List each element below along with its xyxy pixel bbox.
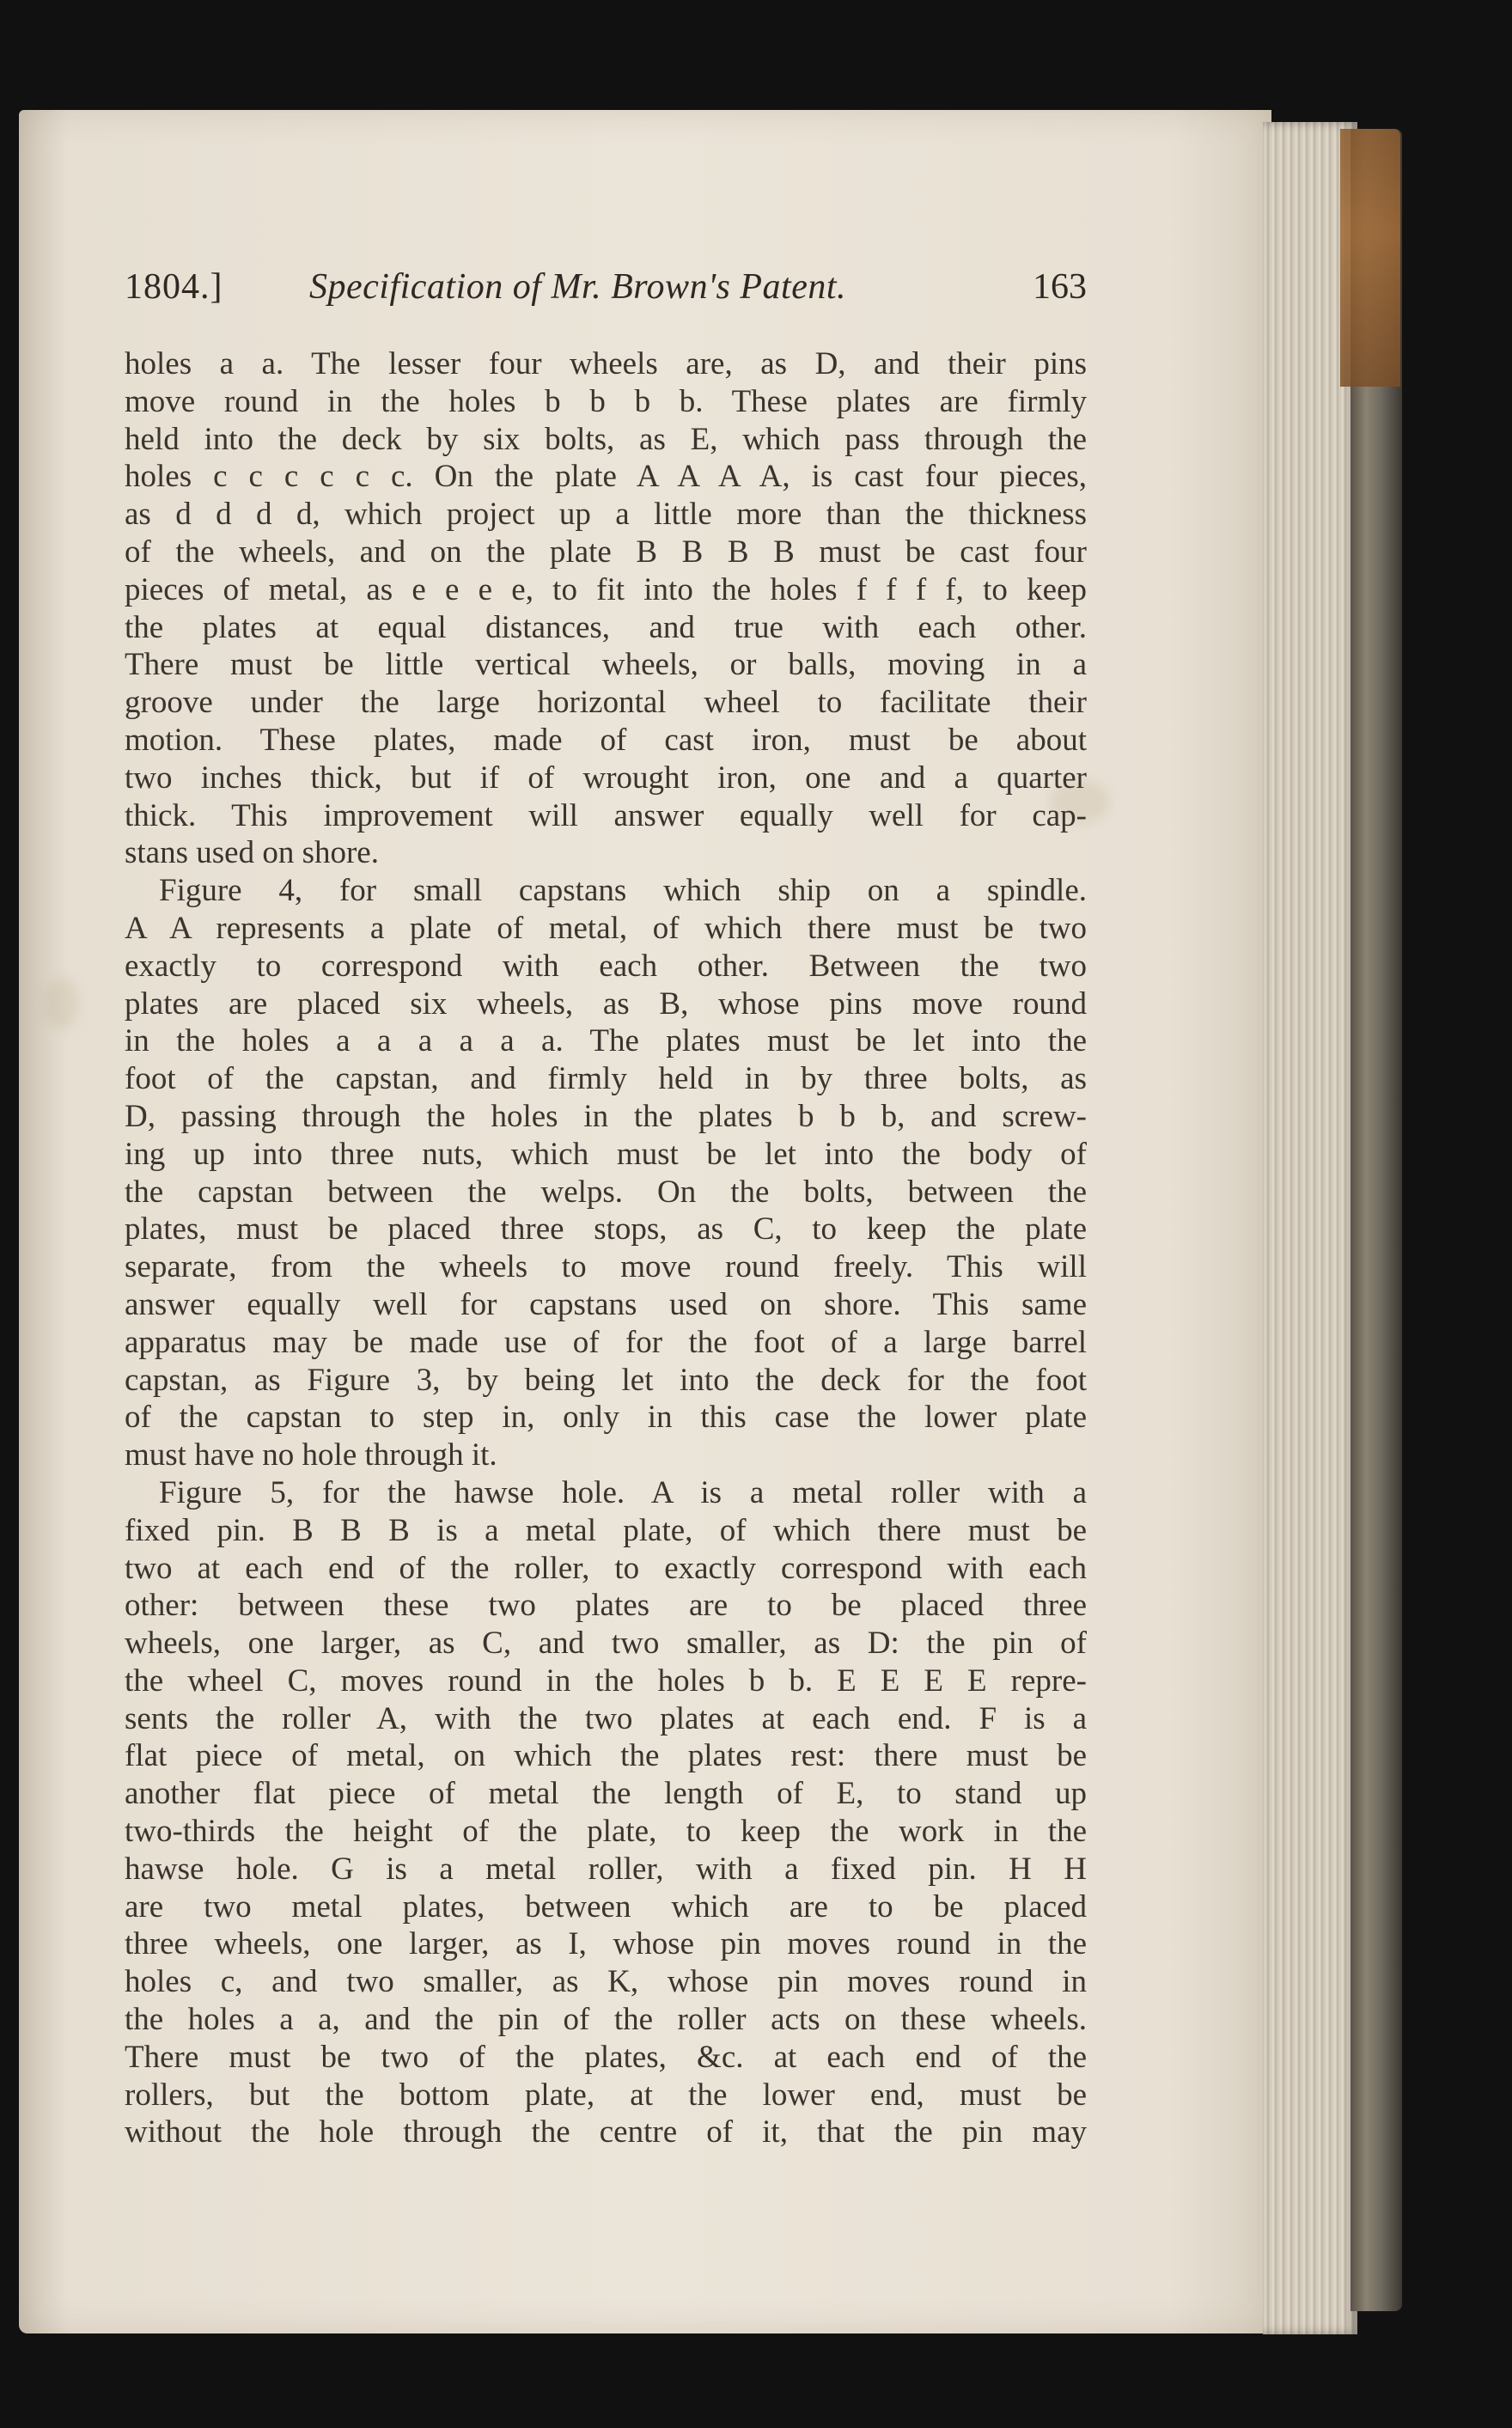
text-line: of the wheels, and on the plate B B B B must be cast four — [125, 534, 1087, 570]
page-number: 163 — [1033, 267, 1087, 307]
text-line: There must be little vertical wheels, or balls, moving in a — [125, 647, 1087, 683]
running-head — [125, 266, 1087, 318]
book-cover-wear — [1340, 129, 1400, 387]
text-line: the capstan between the welps. On the bolts, between the — [125, 1174, 1087, 1210]
text-line: other: between these two plates are to be placed three — [125, 1588, 1087, 1624]
text-line: in the holes a a a a a a. The plates must be let into the — [125, 1023, 1087, 1059]
text-line: ing up into three nuts, which must be let into the body of — [125, 1136, 1087, 1172]
text-line: are two metal plates, between which are to be placed — [125, 1888, 1087, 1925]
text-line: answer equally well for capstans used on shore. This same — [125, 1286, 1087, 1322]
paper-stain — [45, 978, 79, 1029]
text-line: the holes a a, and the pin of the roller acts on these wheels. — [125, 2002, 1087, 2038]
text-line: move round in the holes b b b b. These plates are firmly — [125, 383, 1087, 419]
text-line: of the capstan to step in, only in this case the lower plate — [125, 1400, 1087, 1436]
text-line: motion. These plates, made of cast iron, must be about — [125, 722, 1087, 758]
text-line: the wheel C, moves round in the holes b b. E E E E repre- — [125, 1662, 1087, 1699]
text-line: two at each end of the roller, to exactly correspond with each — [125, 1550, 1087, 1586]
text-line: sents the roller A, with the two plates at each end. F is a — [125, 1700, 1087, 1736]
text-line: two inches thick, but if of wrought iron, one and a quarter — [125, 760, 1087, 796]
running-head-year: 1804.] — [125, 267, 223, 307]
text-line: capstan, as Figure 3, by being let into the deck for the foot — [125, 1362, 1087, 1398]
text-line: Figure 4, for small capstans which ship on a spindle. — [159, 873, 1087, 909]
text-line: fixed pin. B B B is a metal plate, of which there must be — [125, 1512, 1087, 1548]
text-line: flat piece of metal, on which the plates rest: there must be — [125, 1738, 1087, 1774]
text-line: two-thirds the height of the plate, to keep the work in the — [125, 1814, 1087, 1850]
text-line: separate, from the wheels to move round freely. This will — [125, 1249, 1087, 1285]
text-line: groove under the large horizontal wheel to facilitate their — [125, 685, 1087, 721]
text-line: foot of the capstan, and firmly held in by three bolts, as — [125, 1061, 1087, 1097]
text-line: holes c, and two smaller, as K, whose pin moves round in — [125, 1964, 1087, 2000]
text-line: There must be two of the plates, &c. at each end of the — [125, 2039, 1087, 2075]
page-block-edge — [1263, 122, 1357, 2334]
running-head-title: Specification of Mr. Brown's Patent. — [309, 267, 847, 307]
text-line: another flat piece of metal the length of E, to stand up — [125, 1776, 1087, 1812]
text-line: without the hole through the centre of it, that the pin may — [125, 2114, 1087, 2150]
text-line: wheels, one larger, as C, and two smaller, as D: the pin of — [125, 1626, 1087, 1662]
text-line: Figure 5, for the hawse hole. A is a metal roller with a — [159, 1474, 1087, 1510]
text-line: exactly to correspond with each other. Between the two — [125, 948, 1087, 984]
body-text — [125, 345, 1087, 2151]
text-line: holes c c c c c c. On the plate A A A A, is cast four pieces, — [125, 459, 1087, 495]
text-line: stans used on shore. — [125, 835, 379, 871]
text-line: thick. This improvement will answer equally well for cap- — [125, 797, 1087, 833]
text-line: A A represents a plate of metal, of which there must be two — [125, 910, 1087, 946]
text-line: plates are placed six wheels, as B, whose pins move round — [125, 985, 1087, 1022]
text-line: must have no hole through it. — [125, 1437, 497, 1473]
text-line: apparatus may be made use of for the foot of a large barrel — [125, 1324, 1087, 1360]
text-line: holes a a. The lesser four wheels are, as D, and their pins — [125, 346, 1087, 381]
book-cover-edge — [1350, 129, 1402, 2311]
text-line: plates, must be placed three stops, as C, to keep the plate — [125, 1211, 1087, 1248]
text-line: pieces of metal, as e e e e, to fit into the holes f f f f, to keep — [125, 571, 1087, 607]
text-line: rollers, but the bottom plate, at the lower end, must be — [125, 2077, 1087, 2113]
text-line: three wheels, one larger, as I, whose pin moves round in the — [125, 1926, 1087, 1962]
text-line: as d d d d, which project up a little more than the thickness — [125, 497, 1087, 533]
text-line: the plates at equal distances, and true with each other. — [125, 609, 1087, 645]
text-line: held into the deck by six bolts, as E, which pass through the — [125, 421, 1087, 457]
text-line: D, passing through the holes in the plates b b b, and screw- — [125, 1098, 1087, 1134]
text-line: hawse hole. G is a metal roller, with a fixed pin. H H — [125, 1851, 1087, 1887]
